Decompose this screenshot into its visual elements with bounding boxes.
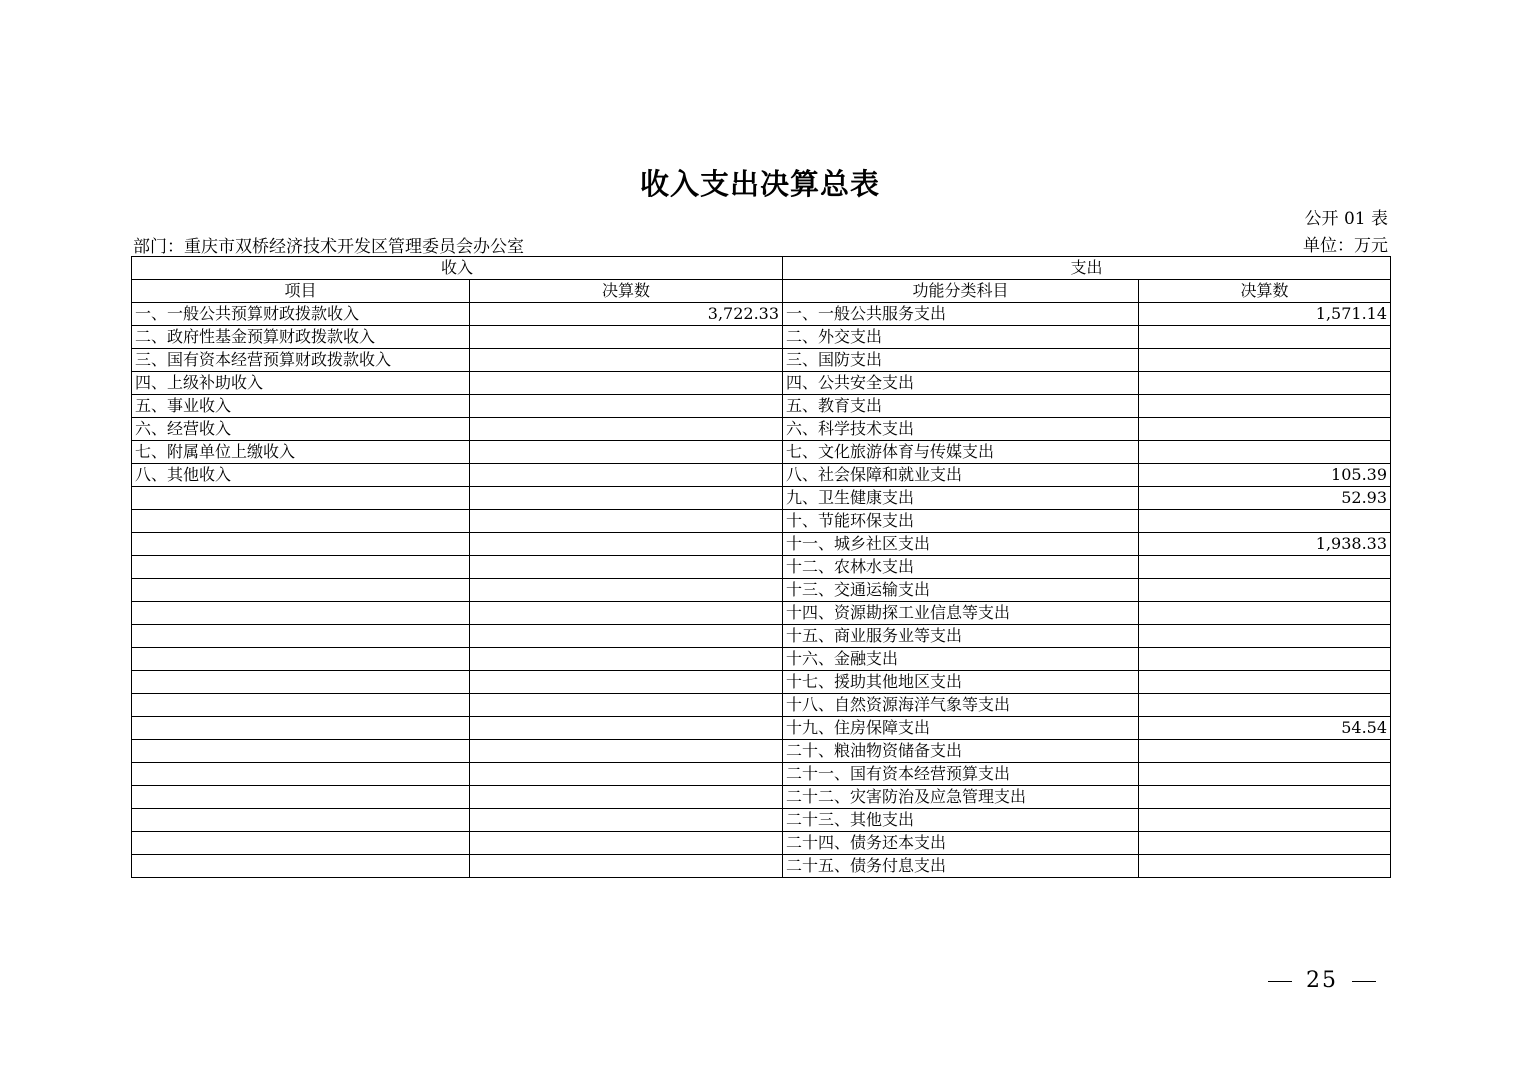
income-amount-cell <box>470 372 783 395</box>
table-row <box>132 579 1391 602</box>
income-amount-cell <box>470 694 783 717</box>
expense-amount-cell: 105.39 <box>1139 464 1391 487</box>
income-item-cell <box>132 694 470 717</box>
income-amount-cell <box>470 510 783 533</box>
expense-amount-column-header: 决算数 <box>1139 280 1391 303</box>
table-row <box>132 464 1391 487</box>
income-amount-cell <box>470 349 783 372</box>
table-row <box>132 648 1391 671</box>
expense-item-cell: 十七、援助其他地区支出 <box>783 671 1139 694</box>
expense-amount-cell <box>1139 441 1391 464</box>
expense-item-cell: 十三、交通运输支出 <box>783 579 1139 602</box>
table-row <box>132 786 1391 809</box>
budget-summary-table <box>131 256 1391 878</box>
table-row <box>132 349 1391 372</box>
table-row <box>132 441 1391 464</box>
income-item-cell: 五、事业收入 <box>132 395 470 418</box>
income-item-cell <box>132 832 470 855</box>
expense-item-cell: 十、节能环保支出 <box>783 510 1139 533</box>
expense-amount-cell <box>1139 809 1391 832</box>
income-amount-cell <box>470 625 783 648</box>
expense-item-cell: 四、公共安全支出 <box>783 372 1139 395</box>
header-row-group <box>132 257 1391 280</box>
expense-amount-cell: 1,938.33 <box>1139 533 1391 556</box>
income-amount-column-header: 决算数 <box>470 280 783 303</box>
expense-item-cell: 十二、农林水支出 <box>783 556 1139 579</box>
table-row <box>132 717 1391 740</box>
expense-amount-cell <box>1139 763 1391 786</box>
expense-item-cell: 十一、城乡社区支出 <box>783 533 1139 556</box>
income-item-cell <box>132 602 470 625</box>
expense-item-cell: 二十二、灾害防治及应急管理支出 <box>783 786 1139 809</box>
page-title: 收入支出决算总表 <box>639 167 880 201</box>
expense-item-cell: 二十一、国有资本经营预算支出 <box>783 763 1139 786</box>
table-row <box>132 763 1391 786</box>
expense-amount-cell <box>1139 349 1391 372</box>
table-row <box>132 303 1391 326</box>
table-row <box>132 556 1391 579</box>
expense-amount-cell <box>1139 832 1391 855</box>
expense-item-cell: 二十、粮油物资储备支出 <box>783 740 1139 763</box>
expense-item-cell: 六、科学技术支出 <box>783 418 1139 441</box>
expense-amount-cell <box>1139 372 1391 395</box>
table-row <box>132 326 1391 349</box>
table-row <box>132 740 1391 763</box>
expense-item-cell: 十四、资源勘探工业信息等支出 <box>783 602 1139 625</box>
expense-amount-cell <box>1139 579 1391 602</box>
income-item-cell <box>132 648 470 671</box>
income-item-cell <box>132 533 470 556</box>
expense-header: 支出 <box>783 257 1391 280</box>
income-amount-cell <box>470 441 783 464</box>
department-label: 部门：重庆市双桥经济技术开发区管理委员会办公室 <box>133 237 524 257</box>
table-row <box>132 372 1391 395</box>
expense-item-cell: 八、社会保障和就业支出 <box>783 464 1139 487</box>
table-row <box>132 395 1391 418</box>
income-amount-cell <box>470 648 783 671</box>
expense-amount-cell <box>1139 326 1391 349</box>
expense-item-cell: 十八、自然资源海洋气象等支出 <box>783 694 1139 717</box>
income-item-cell <box>132 717 470 740</box>
income-item-cell <box>132 556 470 579</box>
income-amount-cell <box>470 326 783 349</box>
expense-item-cell: 十五、商业服务业等支出 <box>783 625 1139 648</box>
table-body <box>132 303 1391 878</box>
expense-amount-cell <box>1139 648 1391 671</box>
income-item-cell: 一、一般公共预算财政拨款收入 <box>132 303 470 326</box>
income-item-cell: 四、上级补助收入 <box>132 372 470 395</box>
table-code: 公开 01 表 <box>1304 209 1388 229</box>
income-item-cell <box>132 579 470 602</box>
income-item-cell <box>132 786 470 809</box>
income-item-cell <box>132 855 470 878</box>
income-item-cell <box>132 763 470 786</box>
income-amount-cell <box>470 763 783 786</box>
expense-item-cell: 二十三、其他支出 <box>783 809 1139 832</box>
expense-amount-cell <box>1139 556 1391 579</box>
expense-amount-cell <box>1139 671 1391 694</box>
income-item-cell <box>132 809 470 832</box>
expense-amount-cell <box>1139 395 1391 418</box>
expense-amount-cell: 1,571.14 <box>1139 303 1391 326</box>
income-item-cell <box>132 487 470 510</box>
income-amount-cell <box>470 533 783 556</box>
expense-item-cell: 五、教育支出 <box>783 395 1139 418</box>
table-row <box>132 855 1391 878</box>
income-amount-cell <box>470 602 783 625</box>
function-category-column-header: 功能分类科目 <box>783 280 1139 303</box>
income-item-cell <box>132 740 470 763</box>
income-item-cell <box>132 671 470 694</box>
expense-item-cell: 二十四、债务还本支出 <box>783 832 1139 855</box>
expense-amount-cell <box>1139 694 1391 717</box>
expense-amount-cell <box>1139 786 1391 809</box>
income-amount-cell: 3,722.33 <box>470 303 783 326</box>
expense-amount-cell <box>1139 418 1391 441</box>
income-item-cell: 七、附属单位上缴收入 <box>132 441 470 464</box>
income-amount-cell <box>470 395 783 418</box>
expense-amount-cell <box>1139 602 1391 625</box>
income-item-cell: 八、其他收入 <box>132 464 470 487</box>
income-amount-cell <box>470 487 783 510</box>
expense-amount-cell <box>1139 740 1391 763</box>
income-amount-cell <box>470 717 783 740</box>
header-row-columns <box>132 280 1391 303</box>
table-row <box>132 832 1391 855</box>
expense-amount-cell: 52.93 <box>1139 487 1391 510</box>
expense-item-cell: 七、文化旅游体育与传媒支出 <box>783 441 1139 464</box>
expense-item-cell: 二、外交支出 <box>783 326 1139 349</box>
unit-label: 单位：万元 <box>1303 236 1388 256</box>
table-row <box>132 625 1391 648</box>
table-row <box>132 418 1391 441</box>
table-row <box>132 602 1391 625</box>
expense-item-cell: 十六、金融支出 <box>783 648 1139 671</box>
expense-item-cell: 二十五、债务付息支出 <box>783 855 1139 878</box>
item-column-header: 项目 <box>132 280 470 303</box>
expense-item-cell: 三、国防支出 <box>783 349 1139 372</box>
income-amount-cell <box>470 671 783 694</box>
income-amount-cell <box>470 464 783 487</box>
income-amount-cell <box>470 556 783 579</box>
income-amount-cell <box>470 832 783 855</box>
income-item-cell: 六、经营收入 <box>132 418 470 441</box>
table-row <box>132 694 1391 717</box>
income-amount-cell <box>470 418 783 441</box>
table-row <box>132 510 1391 533</box>
table-row <box>132 809 1391 832</box>
income-amount-cell <box>470 786 783 809</box>
expense-item-cell: 一、一般公共服务支出 <box>783 303 1139 326</box>
income-amount-cell <box>470 809 783 832</box>
income-item-cell <box>132 625 470 648</box>
page-number <box>1254 968 1390 993</box>
expense-item-cell: 十九、住房保障支出 <box>783 717 1139 740</box>
income-item-cell <box>132 510 470 533</box>
page-number-value: 25 <box>1306 968 1338 993</box>
expense-amount-cell <box>1139 855 1391 878</box>
income-header: 收入 <box>132 257 783 280</box>
income-amount-cell <box>470 855 783 878</box>
expense-amount-cell: 54.54 <box>1139 717 1391 740</box>
table-row <box>132 671 1391 694</box>
income-amount-cell <box>470 740 783 763</box>
dash-left <box>1268 981 1292 982</box>
table-row <box>132 487 1391 510</box>
expense-item-cell: 九、卫生健康支出 <box>783 487 1139 510</box>
income-item-cell: 二、政府性基金预算财政拨款收入 <box>132 326 470 349</box>
income-amount-cell <box>470 579 783 602</box>
expense-amount-cell <box>1139 625 1391 648</box>
table-row <box>132 533 1391 556</box>
dash-right <box>1352 981 1376 982</box>
income-item-cell: 三、国有资本经营预算财政拨款收入 <box>132 349 470 372</box>
expense-amount-cell <box>1139 510 1391 533</box>
